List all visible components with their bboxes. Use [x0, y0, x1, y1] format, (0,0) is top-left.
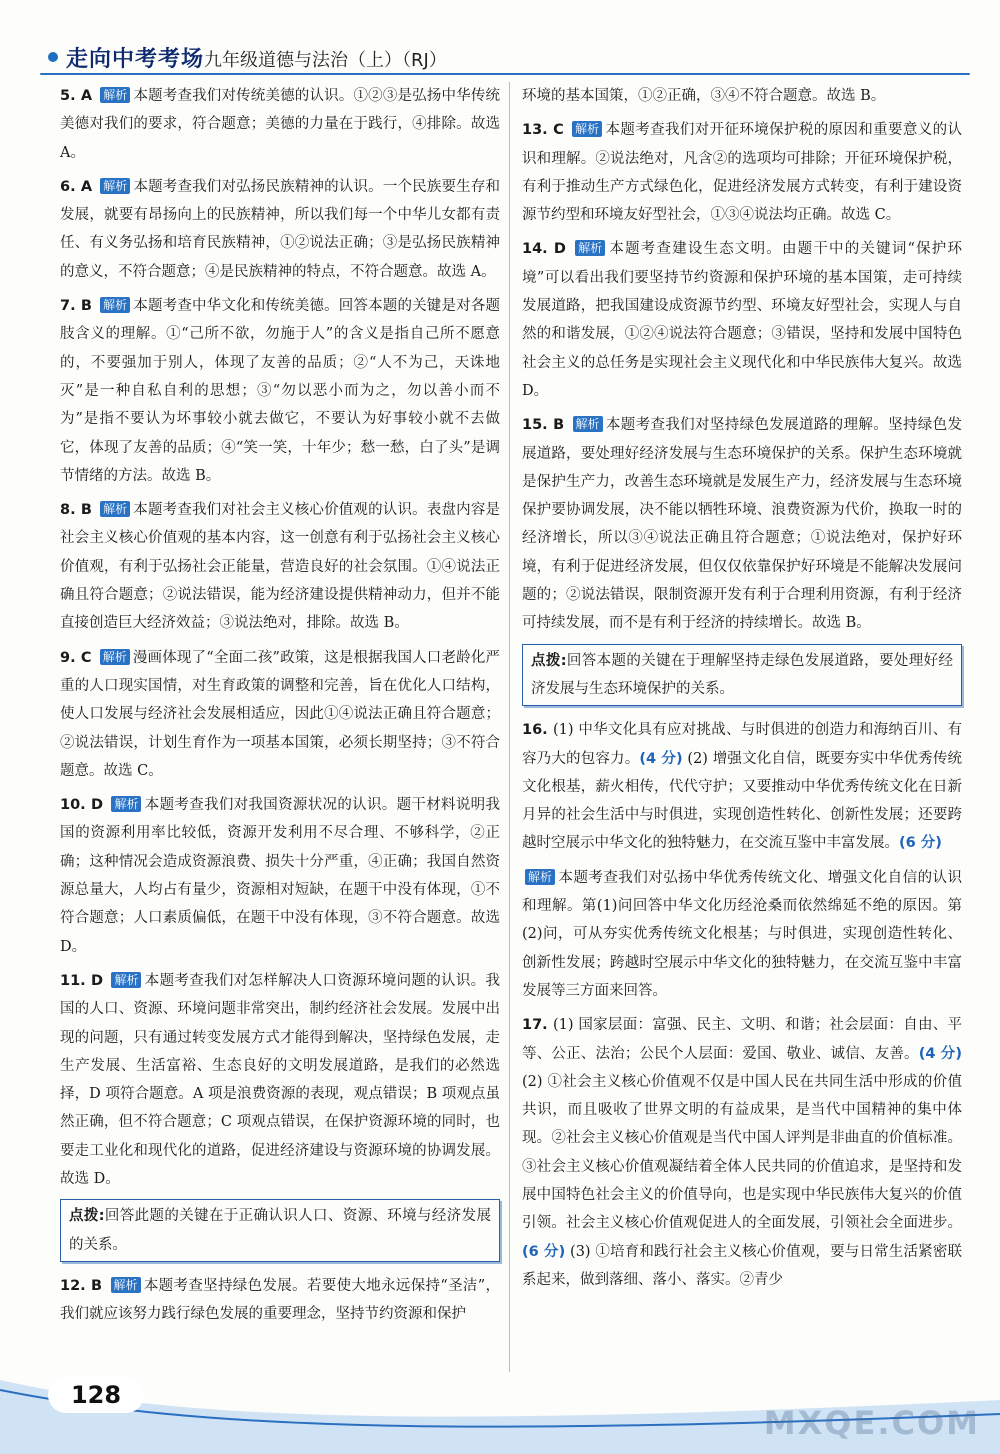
tip-box [60, 1199, 500, 1262]
answer-text: 本题考查中华文化和传统美德。回答本题的关键是对各题肢含义的理解。①“己所不欲，勿施于人”的含义是指自己所不愿意的，不要强加于别人，体现了友善的品质；②“人不为己，天诛地灭”是一种自私自利的思想；③“勿以恶小而为之，勿以善小而不为”是指不要认为坏事较小就去做它，不要认为好事较小就不去做它，体现了友善的品质；④“笑一笑，十年少；愁一愁，白了头”是调节情绪的方法。故选 B。 [60, 298, 501, 484]
bullet-dot-icon [48, 52, 58, 62]
analysis-tag: 解析 [111, 1277, 141, 1293]
analysis-tag: 解析 [573, 416, 603, 432]
question-number: 5. A [60, 88, 98, 104]
answer-text: (2) 增强文化自信，既要夯实中华优秀传统文化根基，薪火相传，代代守护；又要推动中华优秀传统文化在日新月异的社会生活中与时俱进，实现创造性转化、创新性发展；还要跨越时空展示中华文化的独特魅力，在交流互鉴中丰富发展。 [522, 750, 963, 852]
analysis-tag: 解析 [100, 178, 130, 194]
tip-text: 回答此题的关键在于正确认识人口、资源、环境与经济发展的关系。 [69, 1208, 491, 1253]
analysis-tag: 解析 [100, 297, 130, 313]
answer-text: 本题考查我们对弘扬民族精神的认识。一个民族要生存和发展，就要有昂扬向上的民族精神，所以我们每一个中华儿女都有责任、有义务弘扬和培育民族精神，①②说法正确；③是弘扬民族精神的意义，不符合题意；④是民族精神的特点，不符合题意。故选 A。 [60, 178, 501, 280]
answer-text: 本题考查我们对开征环境保护税的原因和重要意义的认识和理解。②说法绝对，凡含②的选项均可排除；开征环境保护税，有利于推动生产方式绿色化，促进经济发展方式转变，有利于建设资源节约型和环境友好型社会，①③④说法均正确。故选 C。 [522, 122, 962, 224]
score-label: (6 分) [522, 1243, 566, 1260]
answer-item [522, 411, 962, 637]
answer-item [60, 173, 500, 286]
answer-item [60, 791, 500, 961]
question-number: 13. C [522, 122, 570, 139]
answer-column-right [522, 82, 962, 1300]
question-number: 10. D [60, 797, 109, 814]
question-number: 8. B [60, 502, 98, 519]
watermark-logo: MXQE.COM [763, 1404, 980, 1442]
answer-item [522, 82, 962, 110]
page-header [40, 40, 970, 74]
question-number: 15. B [522, 417, 570, 434]
question-number: 6. A [60, 178, 98, 195]
answer-text: 本题考查建设生态文明。由题干中的关键词“保护环境”可以看出我们要坚持节约资源和保护环境的基本国策，走可持续发展道路，把我国建设成资源节约型、环境友好型社会，实现人与自然的和谐发展，①②④说法符合题意；③错误，坚持和发展中国特色社会主义的总任务是实现社会主义现代化和中华民族伟大复兴。故选 D。 [522, 241, 962, 399]
answer-item [522, 716, 962, 857]
answer-text: 本题考查我们对弘扬中华优秀传统文化、增强文化自信的认识和理解。第(1)问回答中华文化历经沧桑而依然绵延不绝的原因。第(2)问，可从夯实优秀传统文化根基；与时俱进，实现创造性转化、创新性发展；跨越时空展示中华文化的独特魅力，在交流互鉴中丰富发展等三方面来回答。 [522, 869, 962, 999]
answer-item [60, 82, 500, 167]
analysis-tag: 解析 [100, 87, 130, 103]
answer-text: (2) ①社会主义核心价值观不仅是中国人民在共同生活中形成的价值共识，而且吸收了世界文明的有益成果，是当代中国精神的集中体现。②社会主义核心价值观是当代中国人评判是非曲直的价值标准。③社会主义核心价值观凝结着全体人民共同的价值追求，是坚持和发展中国特色社会主义的价值导向，也是实现中华民族伟大复兴的价值引领。社会主义核心价值观促进人的全面发展，引领社会全面进步。 [522, 1073, 962, 1232]
answer-item [60, 644, 500, 785]
analysis-tag: 解析 [100, 501, 130, 517]
analysis-tag: 解析 [575, 240, 605, 256]
column-divider [509, 82, 510, 1372]
answer-text: 环境的基本国策，①②正确，③④不符合题意。故选 B。 [522, 88, 886, 104]
tip-label: 点拨: [531, 652, 567, 669]
tip-label: 点拨: [69, 1208, 105, 1225]
question-number: 11. D [60, 972, 109, 989]
score-label: (6 分) [899, 835, 942, 852]
answer-text: 本题考查坚持绿色发展。若要使大地永远保持“圣洁”，我们就应该努力践行绿色发展的重要理念，坚持节约资源和保护 [60, 1277, 500, 1323]
answer-text: 本题考查我们对我国资源状况的认识。题干材料说明我国的资源利用率比较低，资源开发利用不尽合理、不够科学，②正确；这种情况会造成资源浪费、损失十分严重，④正确；我国自然资源总量大，人均占有量少，资源相对短缺，在题干中没有体现，①不符合题意；人口素质偏低，在题干中没有体现，③不符合题意。故选 D。 [60, 797, 500, 955]
answer-text: (3) ①培育和践行社会主义核心价值观，要与日常生活紧密联系起来，做到落细、落小、落实。②青少 [522, 1243, 962, 1288]
answer-column-left [60, 82, 500, 1334]
answer-text: 本题考查我们对坚持绿色发展道路的理解。坚持绿色发展道路，要处理好经济发展与生态环境保护的关系。保护生态环境就是保护生产力，改善生态环境就是发展生产力，经济发展与生态环境保护要协调发展，决不能以牺牲环境、浪费资源为代价，换取一时的经济增长，所以③④说法正确且符合题意；①说法绝对，保护好环境，有利于促进经济发展，但仅仅依靠保护好环境是不能解决发展问题的；②说法错误，限制资源开发有利于合理利用资源，有利于经济可持续发展，而不是有利于经济的持续增长。故选 B。 [522, 417, 962, 632]
answer-text: 本题考查我们对传统美德的认识。①②③是弘扬中华传统美德对我们的要求，符合题意；美德的力量在于践行，④排除。故选 A。 [60, 88, 501, 161]
book-subject: 九年级道德与法治（上）（RJ） [204, 50, 447, 71]
analysis-tag: 解析 [111, 972, 141, 988]
answer-item [522, 864, 962, 1005]
book-brand: 走向中考考场 [66, 47, 205, 72]
answer-text: 本题考查我们对社会主义核心价值观的认识。表盘内容是社会主义核心价值观的基本内容，这一创意有利于弘扬社会主义核心价值观，有利于弘扬社会正能量，营造良好的社会氛围。①④说法正确且符合题意；②说法错误，能为经济建设提供精神动力，但并不能直接创造巨大经济效益；③说法绝对，排除。故选 B。 [60, 502, 501, 632]
analysis-tag: 解析 [525, 869, 555, 885]
tip-box [522, 644, 962, 707]
analysis-tag: 解析 [100, 649, 130, 665]
question-number: 9. C [60, 649, 97, 666]
question-number: 16. [522, 722, 553, 739]
score-label: (4 分) [639, 750, 683, 767]
answer-item [522, 116, 962, 229]
answer-text: (1) 中华文化具有应对挑战、与时俱进的创造力和海纳百川、有容乃大的包容力。 [522, 722, 962, 767]
question-number: 7. B [60, 298, 98, 315]
score-label: (4 分) [918, 1045, 962, 1062]
answer-item [60, 292, 500, 490]
page-number: 128 [48, 1377, 144, 1413]
question-number: 12. B [60, 1277, 108, 1294]
answer-item [60, 967, 500, 1193]
answer-text: 本题考查我们对怎样解决人口资源环境问题的认识。我国的人口、资源、环境问题非常突出，制约经济社会发展。发展中出现的问题，只有通过转变发展方式才能得到解决，坚持绿色发展，走生产发展、生活富裕、生态良好的文明发展道路，是我们的必然选择，D 项符合题意。A 项是浪费资源的表现，观点错误；B 项观点虽然正确，但不符合题意；C 项观点错误，在保护资源环境的同时，也要走工业化和现代化的道路，促进经济建设与资源环境的协调发展。故选 D。 [60, 972, 500, 1187]
answer-item [60, 1272, 500, 1329]
question-number: 14. D [522, 241, 573, 258]
answer-text: (1) 国家层面：富强、民主、文明、和谐；社会层面：自由、平等、公正、法治；公民个人层面：爱国、敬业、诚信、友善。 [522, 1017, 962, 1062]
answer-item [60, 496, 500, 637]
answer-text: 漫画体现了“全面二孩”政策，这是根据我国人口老龄化严重的人口现实国情，对生育政策的调整和完善，旨在优化人口结构，使人口发展与经济社会发展相适应，因此①④说法正确且符合题意；②说法错误，计划生育作为一项基本国策，必须长期坚持；③不符合题意。故选 C。 [60, 649, 500, 779]
tip-text: 回答本题的关键在于理解坚持走绿色发展道路，要处理好经济发展与生态环境保护的关系。 [531, 652, 953, 697]
analysis-tag: 解析 [111, 796, 141, 812]
analysis-tag: 解析 [572, 121, 602, 137]
header-rule [40, 73, 970, 75]
answer-item [522, 1011, 962, 1294]
question-number: 17. [522, 1017, 553, 1034]
answer-item [522, 235, 962, 405]
